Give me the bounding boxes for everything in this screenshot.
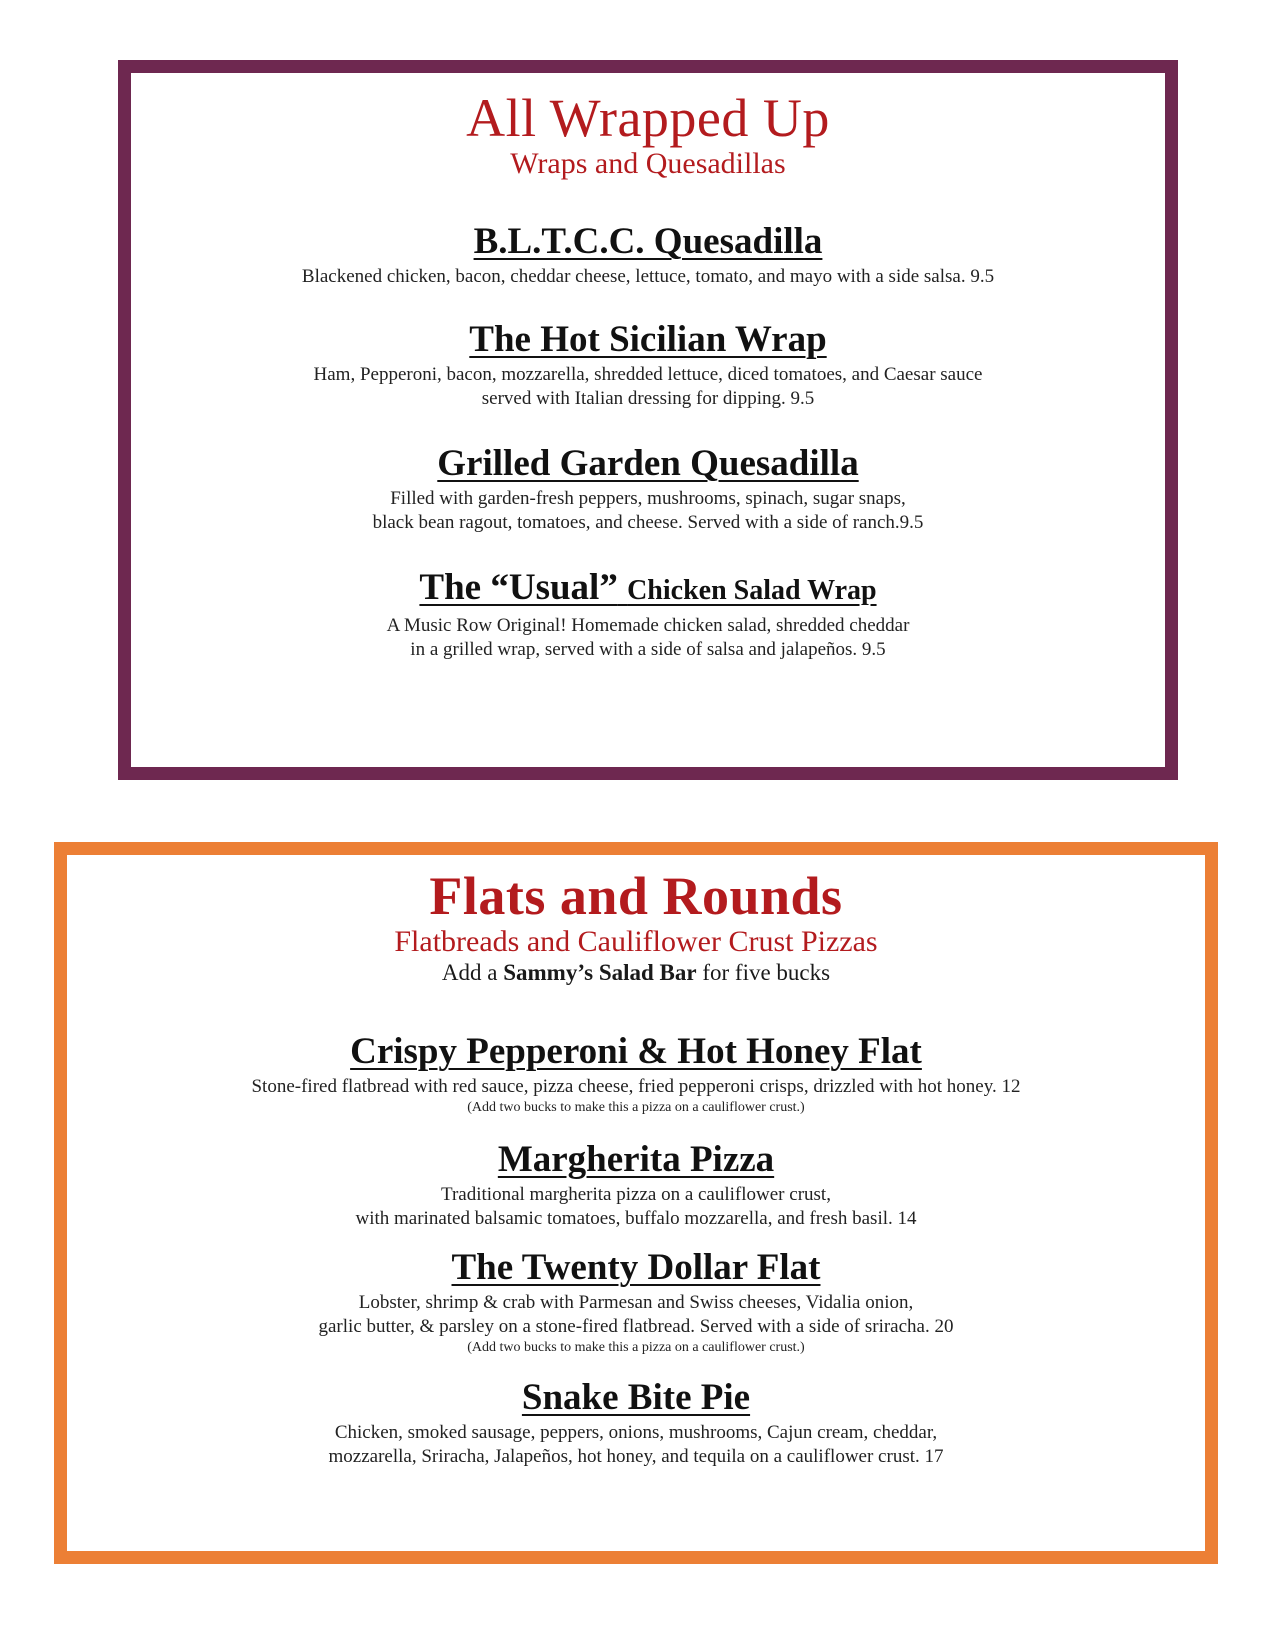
menu-item	[131, 319, 1165, 411]
description-line: Filled with garden-fresh peppers, mushrooms, spinach, sugar snaps,	[390, 488, 906, 509]
menu-item-description	[131, 614, 1165, 662]
wraps-item-list	[131, 221, 1165, 662]
flats-header	[67, 855, 1205, 987]
menu-item-note: (Add two bucks to make this a pizza on a cauliflower crust.)	[467, 1100, 805, 1115]
wraps-header	[131, 73, 1165, 181]
menu-item-description	[131, 363, 1165, 411]
menu-item-description	[131, 265, 1165, 289]
description-line: Blackened chicken, bacon, cheddar cheese, lettuce, tomato, and mayo with a side salsa. 9.5	[301, 266, 995, 287]
note-post: for five bucks	[702, 960, 831, 985]
menu-item-note: (Add two bucks to make this a pizza on a cauliflower crust.)	[467, 1340, 805, 1355]
menu-item	[131, 221, 1165, 289]
menu-item	[131, 567, 1165, 662]
menu-item-name: The Hot Sicilian Wrap	[469, 319, 827, 360]
menu-item	[67, 1247, 1205, 1357]
note-highlight: Sammy’s Salad Bar	[503, 960, 697, 985]
menu-item-name: Grilled Garden Quesadilla	[437, 443, 859, 484]
description-line: A Music Row Original! Homemade chicken salad, shredded cheddar	[386, 615, 910, 636]
wraps-subtitle: Wraps and Quesadillas	[510, 147, 786, 180]
description-line: served with Italian dressing for dipping. 9.5	[481, 388, 815, 409]
description-line: black bean ragout, tomatoes, and cheese. Served with a side of ranch.9.5	[372, 512, 924, 533]
menu-item-name: Margherita Pizza	[497, 1139, 775, 1180]
description-line: with marinated balsamic tomatoes, buffalo mozzarella, and fresh basil. 14	[355, 1208, 917, 1229]
description-line: Stone-fired flatbread with red sauce, pizza cheese, fried pepperoni crisps, drizzled with hot honey. 12	[251, 1076, 1021, 1097]
menu-item-name-small: Chicken Salad Wrap	[627, 575, 877, 606]
description-line: in a grilled wrap, served with a side of salsa and jalapeños. 9.5	[410, 639, 886, 660]
menu-item-description	[131, 487, 1165, 535]
flats-title: Flats and Rounds	[429, 866, 843, 926]
menu-item-description	[67, 1183, 1205, 1231]
menu-item-description	[67, 1421, 1205, 1469]
wraps-title: All Wrapped Up	[466, 88, 830, 148]
description-line: Traditional margherita pizza on a cauliflower crust,	[441, 1184, 831, 1205]
menu-item-name: The Twenty Dollar Flat	[451, 1247, 821, 1288]
menu-item	[67, 1377, 1205, 1469]
menu-item-description	[67, 1291, 1205, 1339]
description-line: mozzarella, Sriracha, Jalapeños, hot honey, and tequila on a cauliflower crust. 17	[328, 1446, 944, 1467]
flats-subtitle: Flatbreads and Cauliflower Crust Pizzas	[394, 925, 878, 958]
flats-item-list	[67, 1031, 1205, 1469]
description-line: Chicken, smoked sausage, peppers, onions, mushrooms, Cajun cream, cheddar,	[334, 1422, 938, 1443]
description-line: Lobster, shrimp & crab with Parmesan and Swiss cheeses, Vidalia onion,	[358, 1292, 914, 1313]
menu-item-description	[67, 1075, 1205, 1099]
menu-item	[67, 1139, 1205, 1231]
menu-item-name: Snake Bite Pie	[521, 1377, 751, 1418]
menu-item-name-main: The “Usual”	[419, 567, 618, 608]
menu-item	[67, 1031, 1205, 1117]
description-line: garlic butter, & parsley on a stone-fired flatbread. Served with a side of sriracha. 20	[318, 1316, 954, 1337]
wraps-menu-panel	[118, 60, 1178, 780]
menu-item	[131, 443, 1165, 535]
description-line: Ham, Pepperoni, bacon, mozzarella, shredded lettuce, diced tomatoes, and Caesar sauce	[313, 364, 983, 385]
note-pre: Add a	[441, 960, 498, 985]
menu-item-name: B.L.T.C.C. Quesadilla	[473, 221, 823, 262]
flats-menu-panel	[54, 842, 1218, 1564]
salad-bar-note	[67, 959, 1205, 987]
menu-item-name	[419, 567, 876, 612]
menu-item-name: Crispy Pepperoni & Hot Honey Flat	[350, 1031, 922, 1072]
